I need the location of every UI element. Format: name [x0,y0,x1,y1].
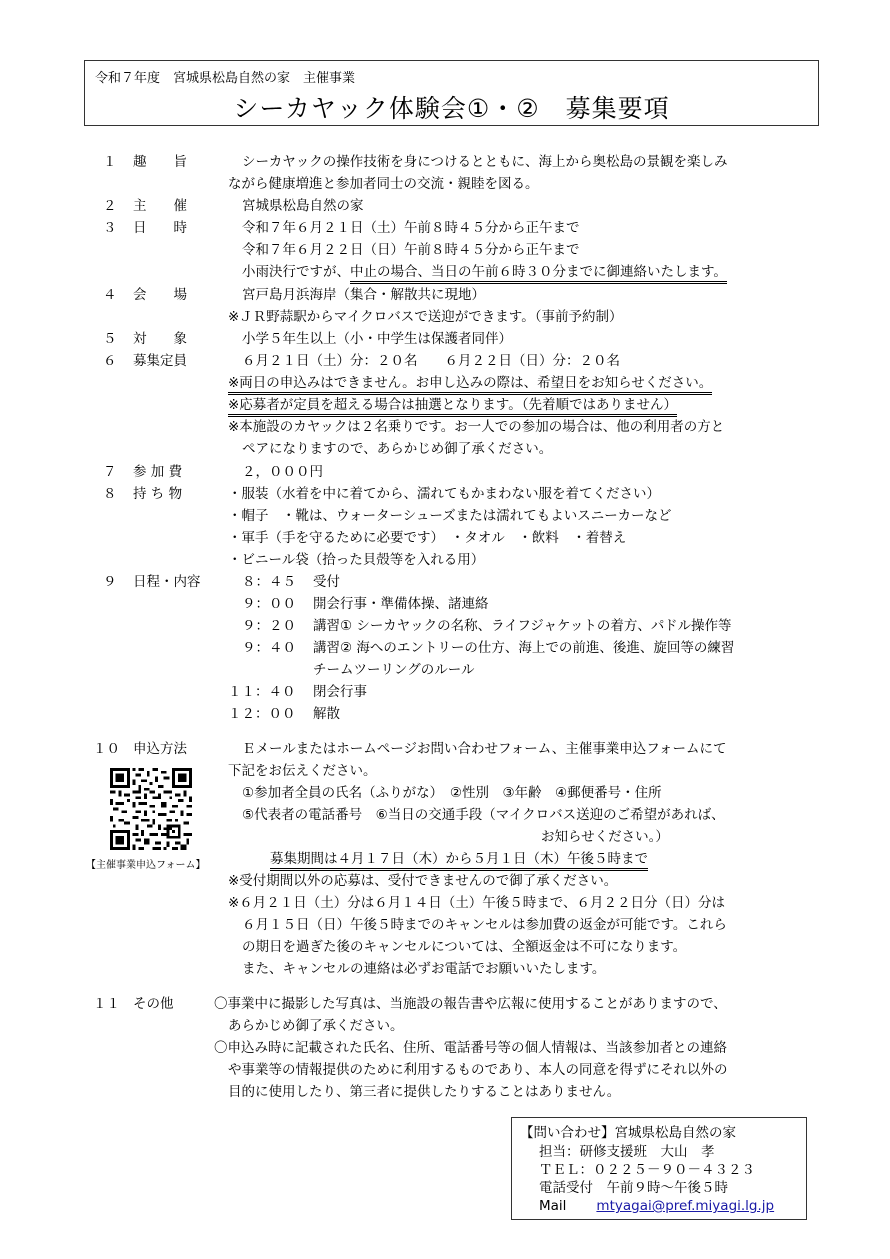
schedule-time: １２：００ [228,706,296,722]
apply-items: ⑤代表者の電話番号 ⑥当日の交通手段（マイクロバス送迎のご希望があれば、 [242,807,725,823]
section-10-number: １０ [93,741,120,757]
schedule-desc: 受付 [313,574,340,590]
schedule-time: ９：２０ [242,618,296,634]
section-5-label: 対 象 [133,331,187,347]
cancel-policy: ６月１５日（日）午後５時までのキャンセルは参加費の返金が可能です。これら [242,917,727,933]
apply-items: お知らせください。） [541,829,669,845]
section-7-label: 参 加 費 [133,464,183,480]
kayak-notice: ペアになりますので、あらかじめ御了承ください。 [242,441,553,457]
cancel-contact-notice: 中止の場合、当日の午前６時３０分までに御連絡いたします。 [350,264,727,284]
schedule-time: ９：００ [242,596,296,612]
bus-notice: ※ＪＲ野蒜駅からマイクロバスで送迎ができます。（事前予約制） [228,309,623,325]
section-3-label: 日 時 [133,220,187,236]
organizer-text: 宮城県松島自然の家 [242,198,364,214]
section-5-number: ５ [103,331,117,347]
contact-hours: 電話受付 午前９時～午後５時 [539,1180,728,1196]
schedule-desc: 閉会行事 [313,684,367,700]
rain-notice [242,263,727,281]
schedule-time: １１：４０ [228,684,296,700]
target-text: 小学５年生以上（小・中学生は保護者同伴） [242,331,512,347]
section-10-label: 申込方法 [133,741,187,757]
section-8-label: 持 ち 物 [133,486,183,502]
schedule-time: ９：４０ [242,640,296,656]
schedule-desc: チームツーリングのルール [313,662,475,678]
capacity-notice-text: ※両日の申込みはできません。お申し込みの際は、希望日をお知らせください。 [228,375,712,395]
cancel-policy: の期日を過ぎた後のキャンセルについては、全額返金は不可になります。 [242,939,687,955]
other-line: あらかじめ御了承ください。 [228,1018,404,1034]
capacity-notice [228,374,712,392]
rain-notice-text: 小雨決行ですが、 [242,264,350,280]
contact-tel: ＴＥＬ：０２２５－９０－４３２３ [539,1162,755,1178]
qr-code-image[interactable] [110,768,192,850]
lottery-notice-text: ※応募者が定員を超える場合は抽選となります。（先着順ではありません） [228,397,677,417]
section-1-number: １ [103,154,117,170]
section-11-number: １１ [93,996,120,1012]
kayak-notice: ※本施設のカヤックは２名乗りです。お一人での参加の場合は、他の利用者の方と [228,419,725,435]
cancel-policy: ※６月２１日（土）分は６月１４日（土）午後５時まで、６月２２日分（日）分は [228,895,726,911]
qr-caption: 【主催事業申込フォーム】 [86,860,206,871]
date-line: 令和７年６月２２日（日）午前８時４５分から正午まで [242,242,580,258]
contact-person: 担当：研修支援班 大山 孝 [539,1144,715,1160]
section-1-label: 趣 旨 [133,154,187,170]
schedule-desc: 解散 [313,706,340,722]
apply-notice: ※受付期間以外の応募は、受付できませんので御了承ください。 [228,873,618,889]
venue-line: 宮戸島月浜海岸（集合・解散共に現地） [242,287,485,303]
apply-line: Ｅメールまたはホームページお問い合わせフォーム、主催事業申込フォームにて [242,741,727,757]
section-4-label: 会 場 [133,287,187,303]
mail-label: Mail [539,1198,567,1214]
page-title: シーカヤック体験会①・② 募集要項 [233,94,670,123]
cancel-policy: また、キャンセルの連絡は必ずお電話でお願いいたします。 [242,961,606,977]
lottery-notice [228,396,677,414]
capacity-line: ６月２１日（土）分：２０名 ６月２２日（日）分：２０名 [242,353,620,369]
section-7-number: ７ [103,464,117,480]
other-line: 〇申込み時に記載された氏名、住所、電話番号等の個人情報は、当該参加者との連絡 [214,1040,727,1056]
purpose-line: シーカヤックの操作技術を身につけるとともに、海上から奥松島の景観を楽しみ [242,154,728,170]
section-11-label: その他 [133,996,174,1012]
section-8-number: ８ [103,486,117,502]
date-line: 令和７年６月２１日（土）午前８時４５分から正午まで [242,220,580,236]
schedule-desc: 講習① シーカヤックの名称、ライフジャケットの着方、パドル操作等 [313,618,732,634]
section-3-number: ３ [103,220,117,236]
section-2-label: 主 催 [133,198,187,214]
schedule-desc: 開会行事・準備体操、諸連絡 [313,596,489,612]
apply-period [270,850,648,868]
contact-title: 【問い合わせ】宮城県松島自然の家 [520,1125,736,1141]
purpose-line: ながら健康増進と参加者同士の交流・親睦を図る。 [228,176,539,192]
apply-items: ①参加者全員の氏名（ふりがな） ②性別 ③年齢 ④郵便番号・住所 [242,785,662,801]
belongings-line: ・軍手（手を守るために必要です） ・タオル ・飲料 ・着替え [228,530,627,546]
section-6-number: ６ [103,353,117,369]
header-subtitle: 令和７年度 宮城県松島自然の家 主催事業 [95,71,356,86]
section-9-number: ９ [103,574,117,590]
other-line: や事業等の情報提供のために利用するものであり、本人の同意を得ずにそれ以外の [228,1062,728,1078]
section-2-number: ２ [103,198,117,214]
section-9-label: 日程・内容 [133,574,201,590]
schedule-desc: 講習② 海へのエントリーの仕方、海上での前進、後進、旋回等の練習 [313,640,735,656]
belongings-line: ・服装（水着を中に着てから、濡れてもかまわない服を着てください） [228,486,660,502]
belongings-line: ・帽子 ・靴は、ウォーターシューズまたは濡れてもよいスニーカーなど [228,508,672,524]
fee-text: ２，０００円 [242,464,323,480]
other-line: 〇事業中に撮影した写真は、当施設の報告書や広報に使用することがありますので、 [214,996,727,1012]
belongings-line: ・ビニール袋（拾った貝殻等を入れる用） [228,552,485,568]
apply-period-text: 募集期間は４月１７日（木）から５月１日（木）午後５時まで [270,851,648,871]
section-4-number: ４ [103,287,117,303]
contact-mail-row [539,1197,774,1215]
section-6-label: 募集定員 [133,353,187,369]
header-box [84,60,819,126]
other-line: 目的に使用したり、第三者に提供したりすることはありません。 [228,1084,621,1100]
email-link[interactable]: mtyagai@pref.miyagi.lg.jp [596,1198,775,1214]
schedule-time: ８：４５ [242,574,296,590]
apply-line: 下記をお伝えください。 [228,763,377,779]
